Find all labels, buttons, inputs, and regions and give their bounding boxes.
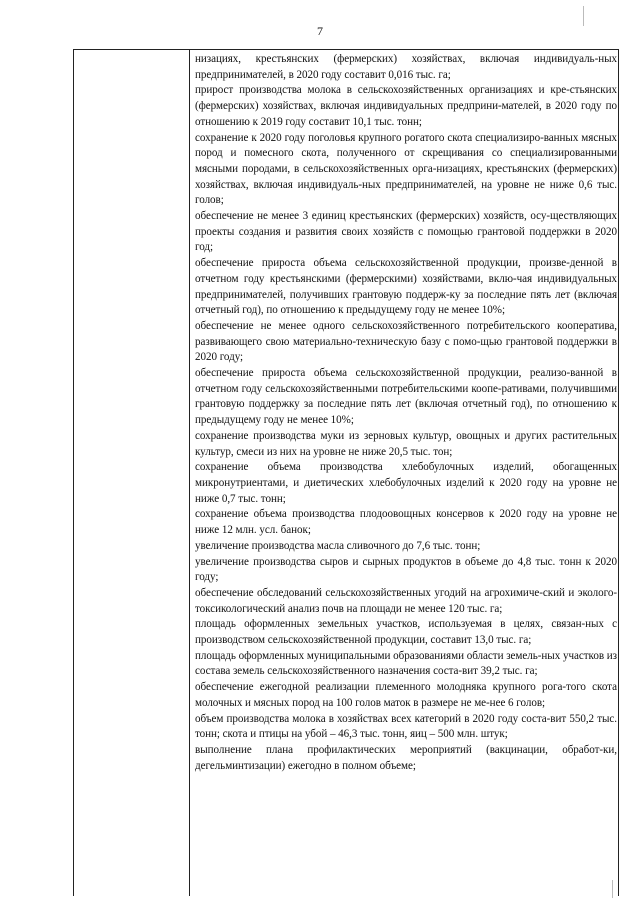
- document-table: [73, 49, 619, 896]
- paragraph: объем производства молока в хозяйствах всех категорий в 2020 году соста-вит 550,2 тыс. тонн; скота и птицы на убой – 46,3 тыс. тонн, яиц – 500 млн. штук;: [195, 712, 617, 741]
- paragraph: увеличение производства масла сливочного до 7,6 тыс. тонн;: [195, 539, 481, 552]
- paragraph: сохранение объема производства хлебобулочных изделий, обогащенных микронутриентами, и диетических хлебобулочных изделий к 2020 году на уровне не ниже 0,7 тыс. тонн;: [195, 461, 617, 505]
- page-number: 7: [317, 24, 323, 38]
- paragraph: сохранение к 2020 году поголовья крупного рогатого скота специализиро-ванных мясных пород и помесного скота, полученного от скрещивания со специализированными мясными породами, в сельскохозяйственных орга-низациях, крестьянских (фермерских) хозяйствах, включая индивидуаль-ных предпринимателей, на уровне не ниже 0,6 тыс. голов;: [195, 131, 617, 207]
- paragraph: площадь оформленных муниципальными образованиями области земель-ных участков из состава земель сельскохозяйственного назначения соста-вит 39,2 тыс. га;: [195, 649, 617, 678]
- paragraph: выполнение плана профилактических мероприятий (вакцинации, обработ-ки, дегельминтизации) ежегодно в полном объеме;: [195, 743, 617, 772]
- column-divider: [189, 50, 190, 896]
- paragraph: прирост производства молока в сельскохозяйственных организациях и кре-стьянских (фермерских) хозяйствах, включая индивидуальных предприни-мателей, в 2020 году по отношению к 2019 году составит 10,1 тыс. тонн;: [195, 84, 617, 128]
- paragraph: сохранение производства муки из зерновых культур, овощных и других растительных культур, смеси из них на уровне не ниже 20,5 тыс. тон;: [195, 429, 617, 458]
- paragraph: обеспечение не менее одного сельскохозяйственного потребительского кооператива, развивающего свою материально-техническую базу с помо-щью грантовой поддержки в 2020 году;: [195, 319, 617, 364]
- paragraph: обеспечение ежегодной реализации племенного молодняка крупного рога-того скота молочных и мясных пород на 100 голов маток в размере не ме-нее 6 голов;: [195, 681, 617, 709]
- paragraph: обеспечение не менее 3 единиц крестьянских (фермерских) хозяйств, осу-ществляющих проекты создания и развития своих хозяйств с помощью грантовой поддержки в 2020 год;: [195, 210, 617, 254]
- content-cell: [195, 52, 617, 774]
- paragraph: сохранение объема производства плодоовощных консервов к 2020 году на уровне не ниже 12 млн. усл. банок;: [195, 508, 617, 537]
- paragraph: низациях, крестьянских (фермерских) хозяйствах, включая индивидуаль-ных предпринимателей, в 2020 году составит 0,016 тыс. га;: [195, 53, 617, 81]
- paragraph: обеспечение обследований сельскохозяйственных угодий на агрохимиче-ский и эколого-токсикологический анализ почв на площади не менее 120 тыс. га;: [195, 586, 617, 615]
- scan-edge-mark: [612, 880, 613, 898]
- scan-edge-mark: [583, 6, 584, 26]
- paragraph: обеспечение прироста объема сельскохозяйственной продукции, произве-денной в отчетном году крестьянскими (фермерскими) хозяйствами, вклю-чая индивидуальных предпринимателей, получивших грантовую поддерж-ку за последние пять лет (включая отчетный год), по отношению к предыдущему году не менее 10%;: [195, 257, 617, 317]
- paragraph: площадь оформленных земельных участков, используемая в целях, связан-ных с производством сельскохозяйственной продукции, составит 13,0 тыс. га;: [195, 618, 617, 647]
- paragraph: увеличение производства сыров и сырных продуктов в объеме до 4,8 тыс. тонн к 2020 году;: [195, 555, 617, 584]
- paragraph: обеспечение прироста объема сельскохозяйственной продукции, реализо-ванной в отчетном году сельскохозяйственными потребительскими коопе-ративами, получившими грантовую поддержку за последние пять лет (включая отчетный год), по отношению к предыдущему году не менее 10%;: [195, 367, 617, 427]
